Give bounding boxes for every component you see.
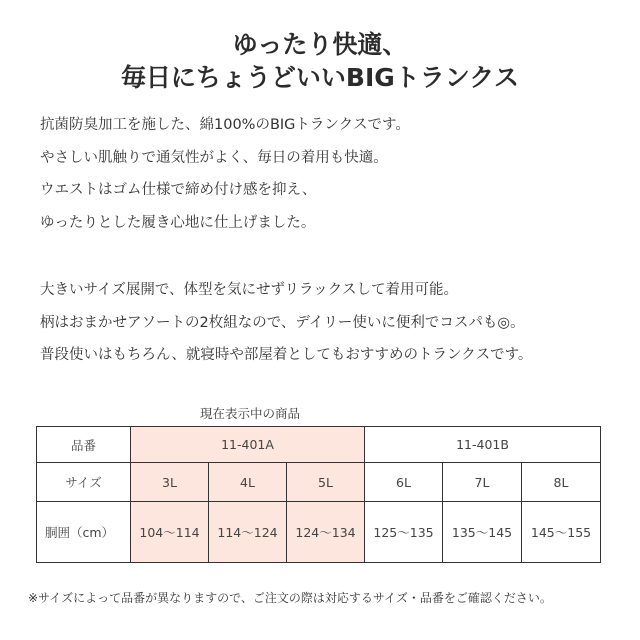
waist-cell: 145～155 xyxy=(522,502,601,563)
size-cell: 6L xyxy=(365,463,443,502)
description-line: 大きいサイズ展開で、体型を気にせずリラックスして着用可能。 xyxy=(40,282,459,298)
size-cell: 3L xyxy=(131,463,209,502)
description-line: ゆったりとした履き心地に仕上げました。 xyxy=(40,214,316,231)
table-row-waist xyxy=(37,502,601,563)
row-label-product-no: 品番 xyxy=(37,427,131,463)
footnote: ※サイズによって品番が異なりますので、ご注文の際は対応するサイズ・品番をご確認ください。 xyxy=(28,591,552,605)
waist-cell: 114～124 xyxy=(209,502,287,563)
waist-cell: 135～145 xyxy=(443,502,522,563)
description-line: ウエストはゴム仕様で締め付け感を抑え、 xyxy=(40,182,317,198)
size-cell: 5L xyxy=(287,463,365,502)
waist-cell: 104～114 xyxy=(131,502,209,563)
description-line: 普段使いはもちろん、就寝時や部屋着としてもおすすめのトランクスです。 xyxy=(40,347,533,363)
description-line: 抗菌防臭加工を施した、綿100%のBIGトランクスです。 xyxy=(40,117,410,133)
product-no-a: 11-401A xyxy=(131,427,365,463)
headline-line-1: ゆったり快適、 xyxy=(232,30,408,59)
headline xyxy=(0,28,640,94)
paragraph-gap xyxy=(40,245,620,280)
row-label-size: サイズ xyxy=(37,463,131,502)
waist-cell: 125～135 xyxy=(365,502,443,563)
row-label-waist: 胴囲（cm） xyxy=(37,502,131,563)
size-cell: 4L xyxy=(209,463,287,502)
table-row-product-no xyxy=(37,427,601,463)
product-description xyxy=(40,115,620,378)
description-line: やさしい肌触りで通気性がよく、毎日の着用も快適。 xyxy=(40,149,388,166)
table-row-size xyxy=(37,463,601,502)
product-no-b: 11-401B xyxy=(365,427,601,463)
headline-line-2: 毎日にちょうどいいBIGトランクス xyxy=(120,63,520,92)
size-cell: 8L xyxy=(522,463,601,502)
size-table xyxy=(36,426,601,563)
table-caption: 現在表示中の商品 xyxy=(199,406,300,421)
description-line: 柄はおまかせアソートの2枚組なので、デイリー使いに便利でコスパも◎。 xyxy=(40,314,525,331)
size-cell: 7L xyxy=(443,463,522,502)
waist-cell: 124～134 xyxy=(287,502,365,563)
